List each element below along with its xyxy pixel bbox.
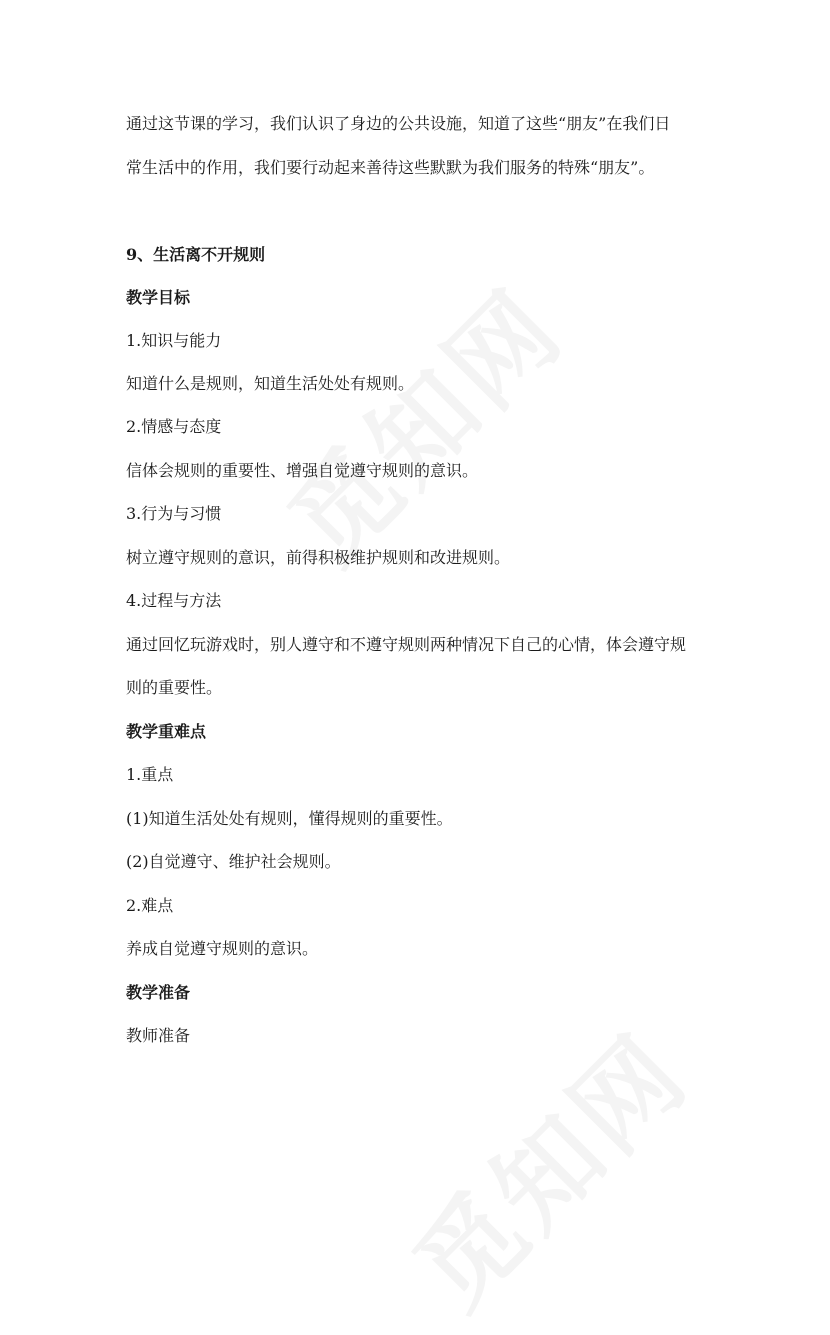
intro-paragraph-line: 常生活中的作用，我们要行动起来善待这些默默为我们服务的特殊“朋友”。: [126, 158, 655, 177]
objective-text: 信体会规则的重要性、增强自觉遵守规则的意识。: [126, 461, 479, 480]
preparation-heading: 教学准备: [126, 983, 191, 1002]
intro-paragraph-line: 通过这节课的学习，我们认识了身边的公共设施，知道了这些“朋友”在我们日: [126, 114, 671, 133]
objective-title: 1.知识与能力: [126, 331, 222, 350]
preparation-item: 教师准备: [126, 1026, 191, 1045]
key-point-item: (2)自觉遵守、维护社会规则。: [126, 852, 341, 871]
difficulty-text: 养成自觉遵守规则的意识。: [126, 939, 319, 958]
objective-text: 通过回忆玩游戏时，别人遵守和不遵守规则两种情况下自己的心情，体会遵守规: [126, 635, 687, 654]
objective-text: 树立遵守规则的意识，前得积极维护规则和改进规则。: [126, 548, 511, 567]
key-point-item: (1)知道生活处处有规则，懂得规则的重要性。: [126, 809, 453, 828]
section-title: 9、生活离不开规则: [126, 245, 266, 264]
objectives-heading: 教学目标: [126, 288, 191, 307]
objective-title: 2.情感与态度: [126, 417, 222, 436]
objective-text: 则的重要性。: [126, 678, 223, 697]
key-point-title: 1.重点: [126, 765, 174, 784]
objective-text: 知道什么是规则，知道生活处处有规则。: [126, 374, 415, 393]
objective-title: 3.行为与习惯: [126, 504, 222, 523]
objective-title: 4.过程与方法: [126, 591, 222, 610]
key-points-heading: 教学重难点: [126, 722, 207, 741]
difficulty-title: 2.难点: [126, 896, 174, 915]
